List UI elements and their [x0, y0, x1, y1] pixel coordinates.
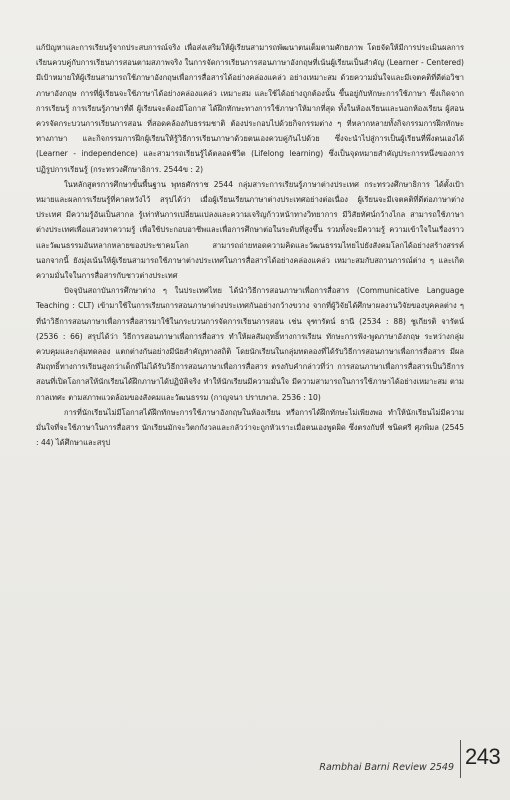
footer-divider — [460, 740, 461, 778]
article-body — [36, 40, 464, 450]
page-footer — [0, 738, 510, 778]
paragraph-4: การที่นักเรียนไม่มีโอกาสได้ฝึกทักษะการใช้ภาษาอังกฤษในห้องเรียน หรือการได้ฝึกทักษะไม่เพียงพอ ทำให้นักเรียนไม่มีความมั่นใจที่จะใช้ภาษาในการสื่อสาร นักเรียนมักจะวิตกกังวลและกลัวว่าจะถูกหัวเราะเมื่อตนเองพูดผิด ซึ่งตรงกับที่ ชนิดศรี ศุภพิมล (2545 : 44) ได้ศึกษาและสรุป — [36, 407, 464, 448]
page-number: 243 — [465, 744, 501, 769]
paragraph-2: ในหลักสูตรการศึกษาขั้นพื้นฐาน พุทธศักราช 2544 กลุ่มสาระการเรียนรู้ภาษาต่างประเทศ กระทรวงศึกษาธิการ ได้ตั้งเป้าหมายและผลการเรียนรู้ที่คาดหวังไว้ สรุปได้ว่า เมื่อผู้เรียนเรียนภาษาต่างประเทศอย่างต่อเนื่อง ผู้เรียนจะมีเจตคติที่ดีต่อภาษาต่างประเทศ มีความรู้อันเป็นสากล รู้เท่าทันการเปลี่ยนแปลงและความเจริญก้าวหน้าทางวิทยาการ มีวิสัยทัศน์กว้างไกล สามารถใช้ภาษาต่างประเทศเพื่อแสวงหาความรู้ เพื่อใช้ประกอบอาชีพและเพื่อการศึกษาต่อในระดับที่สูงขึ้น รวมทั้งจะมีความรู้ ความเข้าใจในเรื่องราวและวัฒนธรรมอันหลากหลายของประชาคมโลก สามารถถ่ายทอดความคิดและวัฒนธรรมไทยไปยังสังคมโลกได้อย่างสร้างสรรค์ นอกจากนี้ ยังมุ่งเน้นให้ผู้เรียนสามารถใช้ภาษาต่างประเทศในการสื่อสารได้อย่างคล่องแคล่ว เหมาะสมกับสถานการณ์ต่าง ๆ และเกิดความมั่นใจในการสื่อสารกับชาวต่างประเทศ — [36, 179, 464, 281]
paragraph-1: แก้ปัญหาและการเรียนรู้จากประสบการณ์จริง เพื่อส่งเสริมให้ผู้เรียนสามารถพัฒนาตนเต็มตามศักยภาพ โดยจัดให้มีการประเมินผลการเรียนควบคู่กับการเรียนการสอนตามสภาพจริง ในการจัดการเรียนการสอนภาษาอังกฤษที่เน้นผู้เรียนเป็นสำคัญ (Learner - Centered) มีเป้าหมายให้ผู้เรียนสามารถใช้ภาษาอังกฤษเพื่อการสื่อสารได้อย่างคล่องแคล่ว อย่างเหมาะสม ด้วยความมั่นใจและมีเจตคติที่ดีต่อวิชาภาษาอังกฤษ การที่ผู้เรียนจะใช้ภาษาได้อย่างคล่องแคล่ว เหมาะสม และใช้ได้อย่างถูกต้องนั้น ขึ้นอยู่กับทักษะการใช้ภาษา ซึ่งเกิดจากการเรียนรู้ การเรียนรู้ภาษาที่ดี ผู้เรียนจะต้องมีโอกาส ได้ฝึกทักษะทางการใช้ภาษาให้มากที่สุด ทั้งในห้องเรียนและนอกห้องเรียน ผู้สอนควรจัดกระบวนการเรียนการสอน ที่สอดคล้องกับธรรมชาติ ต้องประกอบไปด้วยกิจกรรมต่าง ๆ ที่หลากหลายทั้งกิจกรรมการฝึกทักษะทางภาษา และกิจกรรมการฝึกผู้เรียนให้รู้วิธีการเรียนภาษาด้วยตนเองควบคู่กันไปด้วย ซึ่งจะนำไปสู่การเป็นผู้เรียนที่พึ่งตนเองได้ (Learner - independence) และสามารถเรียนรู้ได้ตลอดชีวิต (Lifelong learning) ซึ่งเป็นจุดหมายสำคัญประการหนึ่งของการปฏิรูปการเรียนรู้ (กระทรวงศึกษาธิการ. 2544ข : 2) — [36, 43, 464, 174]
paragraph-3: ปัจจุบันสถาบันการศึกษาต่าง ๆ ในประเทศไทย ได้นำวิธีการสอนภาษาเพื่อการสื่อสาร (Communicative Language Teaching : CLT) เข้ามาใช้ในการเรียนการสอนภาษาต่างประเทศกันอย่างกว้างขวาง จากที่ผู้วิจัยได้ศึกษาผลงานวิจัยของบุคคลต่าง ๆ ที่นำวิธีการสอนภาษาเพื่อการสื่อสารมาใช้ในกระบวนการจัดการเรียนการสอน เช่น จุฑารัตน์ ธานี (2534 : 88) ชูเกียรติ จารัตน์ (2536 : 66) สรุปได้ว่า วิธีการสอนภาษาเพื่อการสื่อสาร ทำให้ผลสัมฤทธิ์ทางการเรียน ทักษะการฟัง-พูดภาษาอังกฤษ ระหว่างกลุ่มควบคุมและกลุ่มทดลอง แตกต่างกันอย่างมีนัยสำคัญทางสถิติ โดยนักเรียนในกลุ่มทดลองที่ได้รับวิธีการสอนภาษาเพื่อการสื่อสาร มีผลสัมฤทธิ์ทางการเรียนสูงกว่าเด็กที่ไม่ได้รับวิธีการสอนภาษาเพื่อการสื่อสาร ตรงกับคำกล่าวที่ว่า การสอนภาษาเพื่อการสื่อสารเป็นวิธีการสอนที่เปิดโอกาสให้นักเรียนได้ฝึกภาษาได้ปฏิบัติจริง ทำให้นักเรียนมีความมั่นใจ มีความสามารถในการใช้ภาษาได้อย่างเหมาะสม ตามกาลเทศะ ตามสภาพแวดล้อมของสังคมและวัฒนธรรม (กาญจนา ปราบพาล. 2536 : 10) — [36, 286, 464, 402]
journal-title: Rambhai Barni Review 2549 — [319, 762, 454, 773]
